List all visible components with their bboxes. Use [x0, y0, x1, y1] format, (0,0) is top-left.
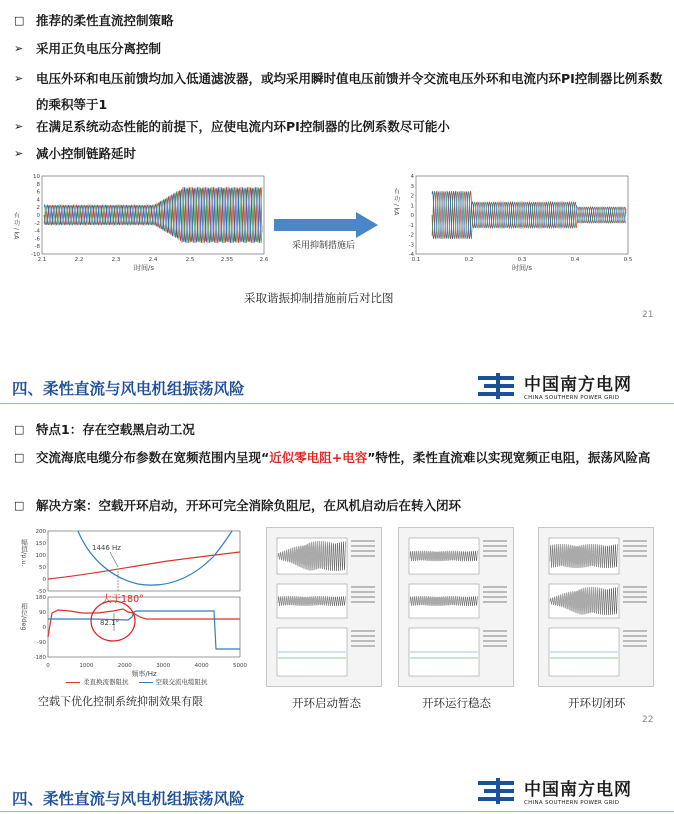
logo — [478, 370, 632, 401]
phase-ytick: 180 — [35, 595, 46, 601]
right-chart-xtick: 0.4 — [570, 257, 580, 263]
left-chart-xtick: 2.4 — [148, 257, 158, 263]
page-number-2: 22 — [642, 715, 654, 725]
logo-cn: 中国南方电网 — [524, 375, 632, 395]
slide-21 — [0, 0, 674, 405]
left-chart-xtick: 2.2 — [74, 257, 84, 263]
bode-xtick: 2000 — [117, 663, 132, 669]
crossing-label: 1446 Hz — [92, 544, 121, 552]
right-chart-ytick: -3 — [408, 242, 414, 249]
bode-legend — [66, 677, 208, 686]
sim-readout — [483, 596, 507, 598]
logo-2 — [478, 775, 632, 806]
left-chart-ytick: -4 — [34, 228, 40, 235]
sim-readout — [351, 601, 375, 603]
panel-caption-startup: 开环启动暂态 — [292, 696, 361, 710]
logo-cn-2: 中国南方电网 — [524, 780, 632, 800]
left-chart-ytick: 4 — [36, 197, 40, 204]
footer-rule-2 — [0, 811, 674, 812]
sim-readout — [623, 591, 647, 593]
right-chart-ylabel: 有 功 / kA — [392, 188, 400, 216]
left-chart-ytick: -10 — [31, 252, 40, 258]
phase-value: 82.1° — [100, 619, 120, 627]
left-chart-xtick: 2.6 — [259, 257, 269, 263]
right-chart-ytick: 3 — [410, 183, 414, 190]
left-chart-xtick: 2.5 — [185, 257, 195, 263]
mag-ytick: 0 — [42, 577, 46, 583]
bullet-s2-1: □ 特点1：存在空载黑启动工况 — [14, 422, 195, 437]
right-chart-ytick: 2 — [410, 193, 414, 200]
right-chart-ytick: 4 — [410, 174, 414, 180]
sim-readout — [483, 630, 507, 632]
sim-readout — [623, 645, 647, 647]
right-chart-ytick: -4 — [408, 252, 414, 258]
waveform-before-chart — [14, 172, 269, 272]
sim-readout — [351, 545, 375, 547]
slide-22 — [0, 407, 674, 814]
sim-plot-switch — [539, 528, 653, 686]
panel-caption-switch: 开环切闭环 — [568, 696, 626, 710]
sim-readout — [483, 550, 507, 552]
sim-panel-startup — [266, 527, 382, 687]
right-chart-xtick: 0.2 — [464, 257, 474, 263]
sim-readout — [351, 555, 375, 557]
footer-rule — [0, 403, 674, 404]
csg-logo-icon — [478, 373, 518, 399]
sim-readout — [623, 635, 647, 637]
csg-logo-icon — [478, 778, 518, 804]
right-chart-ytick: 1 — [410, 203, 414, 210]
sim-readout — [623, 630, 647, 632]
phase-ytick: -90 — [37, 640, 46, 646]
sim-readout — [351, 645, 375, 647]
sim-readout — [483, 555, 507, 557]
sim-readout — [351, 596, 375, 598]
mag-ytick: 200 — [35, 529, 46, 535]
bode-xtick: 4000 — [194, 663, 209, 669]
sim-plot-steady — [399, 528, 513, 686]
sim-readout — [623, 601, 647, 603]
sim-readout — [483, 591, 507, 593]
sim-readout — [483, 601, 507, 603]
right-chart-ytick: -2 — [408, 232, 414, 239]
sim-readout — [351, 630, 375, 632]
sim-readout — [351, 640, 375, 642]
left-chart-ytick: 0 — [36, 213, 40, 219]
bullet-4: ➢ 在满足系统动态性能的前提下，应使电流内环PI控制器的比例系数尽可能小 — [14, 119, 450, 134]
bode-xlabel: 频率/Hz — [131, 670, 157, 678]
sim-readout — [351, 586, 375, 588]
bode-xtick: 0 — [46, 663, 50, 669]
section-title: 四、柔性直流与风电机组振荡风险 — [12, 380, 245, 398]
phase-ytick: 90 — [39, 610, 46, 616]
sim-panel-switch — [538, 527, 654, 687]
mag-ytick: -50 — [37, 589, 46, 595]
phase-ytick: -180 — [33, 655, 46, 661]
left-chart-xtick: 2.3 — [111, 257, 121, 263]
sim-readout — [483, 640, 507, 642]
left-chart-ytick: 2 — [36, 205, 40, 212]
sim-readout — [483, 635, 507, 637]
mag-ytick: 150 — [35, 541, 46, 547]
highlight-text: 近似零电阻+电容 — [269, 450, 368, 465]
left-chart-xtick: 2.1 — [37, 257, 47, 263]
left-chart-xtick: 2.55 — [220, 257, 234, 263]
left-chart-ytick: -8 — [34, 244, 40, 251]
sim-readout — [623, 596, 647, 598]
bode-xtick: 1000 — [79, 663, 94, 669]
left-chart-ytick: 6 — [36, 189, 40, 196]
bode-xtick: 3000 — [156, 663, 171, 669]
sim-readout — [623, 545, 647, 547]
sim-readout — [351, 635, 375, 637]
bullet-s2-3: □ 解决方案：空载开环启动，开环可完全消除负阻尼，在风机启动后在转入闭环 — [14, 498, 462, 513]
sim-readout — [483, 645, 507, 647]
mag-ylabel: 幅值/p.u. — [20, 539, 28, 567]
waveform-after-chart — [392, 172, 642, 272]
sim-readout — [623, 540, 647, 542]
left-chart-ytick: 8 — [36, 181, 40, 188]
right-chart-ytick: 0 — [410, 213, 414, 219]
sim-plot-startup — [267, 528, 381, 686]
sim-readout — [623, 640, 647, 642]
sim-readout — [351, 540, 375, 542]
figure-caption: 采取谐振抑制措施前后对比图 — [244, 291, 394, 305]
left-chart-ytick: -6 — [34, 236, 40, 243]
bullet-3: ➢ 电压外环和电压前馈均加入低通滤波器，或均采用瞬时值电压前馈并令交流电压外环和电流内环PI控制器比例系数的乘积等于1 — [14, 71, 663, 112]
phase-ytick: 0 — [42, 625, 46, 631]
left-chart-ylabel: 有 功 / kA — [12, 212, 20, 240]
panel-caption-steady: 开环运行稳态 — [422, 696, 491, 710]
impedance-bode-chart — [18, 527, 248, 677]
right-chart-ytick: -1 — [408, 222, 414, 229]
sim-readout — [623, 555, 647, 557]
right-chart-xtick: 0.3 — [517, 257, 527, 263]
sim-readout — [351, 591, 375, 593]
bullet-5: ➢ 减小控制链路延时 — [14, 146, 137, 161]
logo-en: CHINA SOUTHERN POWER GRID — [524, 395, 620, 401]
sim-readout — [483, 586, 507, 588]
legend-converter: 柔直换流器阻抗 — [83, 678, 129, 686]
legend-cable: 空载交流电缆阻抗 — [155, 678, 208, 686]
sim-readout — [351, 550, 375, 552]
page-number: 21 — [642, 310, 654, 320]
arrow-icon — [272, 210, 382, 240]
arrow-label: 采用抑制措施后 — [292, 241, 356, 251]
sim-panel-steady — [398, 527, 514, 687]
section-title-2: 四、柔性直流与风电机组振荡风险 — [12, 790, 245, 808]
mag-ytick: 100 — [35, 553, 46, 559]
left-chart-xlabel: 时间/s — [133, 264, 155, 272]
bode-xtick: 5000 — [233, 663, 247, 669]
bullet-s2-2: □ 交流海底电缆分布参数在宽频范围内呈现“近似零电阻+电容”特性，柔性直流难以实现宽频正电阻，振荡风险高 — [14, 450, 651, 465]
left-chart-ytick: -2 — [34, 220, 40, 227]
logo-en-2: CHINA SOUTHERN POWER GRID — [524, 800, 620, 806]
right-chart-xtick: 0.1 — [411, 257, 421, 263]
bullet-1: □ 推荐的柔性直流控制策略 — [14, 13, 174, 28]
bullet-2: ➢ 采用正负电压分离控制 — [14, 41, 162, 56]
bode-caption: 空载下优化控制系统抑制效果有限 — [38, 695, 203, 708]
mag-ytick: 50 — [39, 565, 46, 571]
phase-ylabel: 相位/deg — [20, 603, 28, 631]
right-chart-xlabel: 时间/s — [511, 264, 533, 272]
sim-readout — [483, 540, 507, 542]
phase-annotation: 大于180° — [102, 594, 144, 605]
sim-readout — [623, 550, 647, 552]
sim-readout — [483, 545, 507, 547]
sim-readout — [623, 586, 647, 588]
left-chart-ytick: 10 — [33, 174, 40, 180]
right-chart-xtick: 0.5 — [623, 257, 633, 263]
